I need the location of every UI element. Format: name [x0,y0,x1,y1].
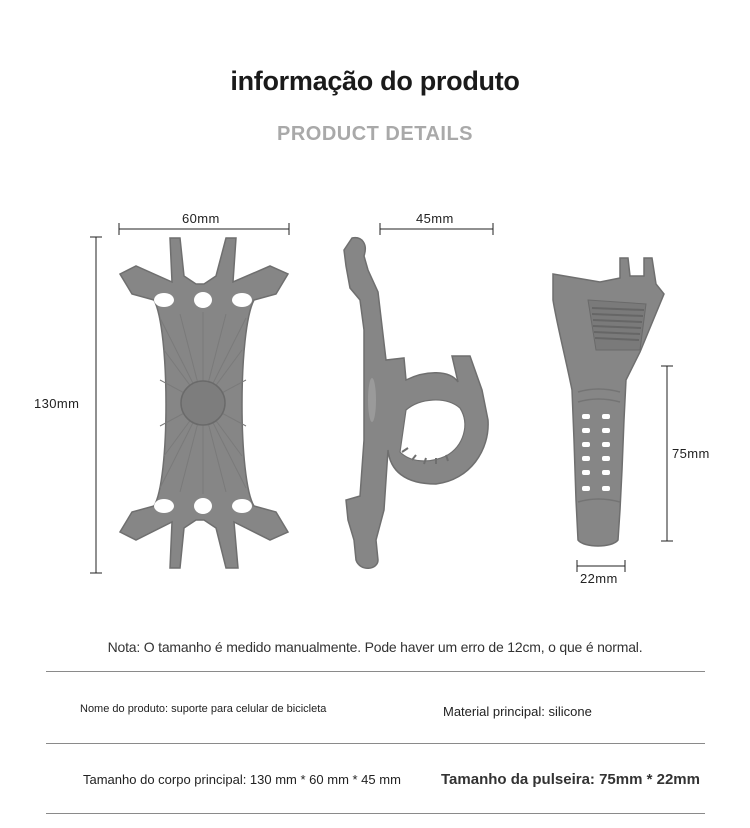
spec-strap-size: Tamanho da pulseira: 75mm * 22mm [441,771,700,788]
dimension-strap-width: 22mm [580,571,618,586]
strap-illustration [553,258,664,546]
divider [46,743,705,744]
measurement-note: Nota: O tamanho é medido manualmente. Pode haver um erro de 12cm, o que é normal. [107,639,643,655]
page-title: informação do produto [230,66,520,96]
spec-body-size: Tamanho do corpo principal: 130 mm * 60 mm * 45 mm [83,772,401,787]
holder-front-view [120,238,288,568]
dimension-strap-length: 75mm [672,446,710,461]
dimension-depth-side: 45mm [416,211,454,226]
dimension-width-front: 60mm [182,211,220,226]
holder-side-view [344,238,488,569]
spec-material: Material principal: silicone [443,704,592,719]
dimension-height-front: 130mm [34,396,80,411]
spec-product-name: Nome do produto: suporte para celular de bicicleta [80,703,327,715]
divider [46,813,705,814]
divider [46,671,705,672]
page-subtitle: PRODUCT DETAILS [276,123,473,145]
